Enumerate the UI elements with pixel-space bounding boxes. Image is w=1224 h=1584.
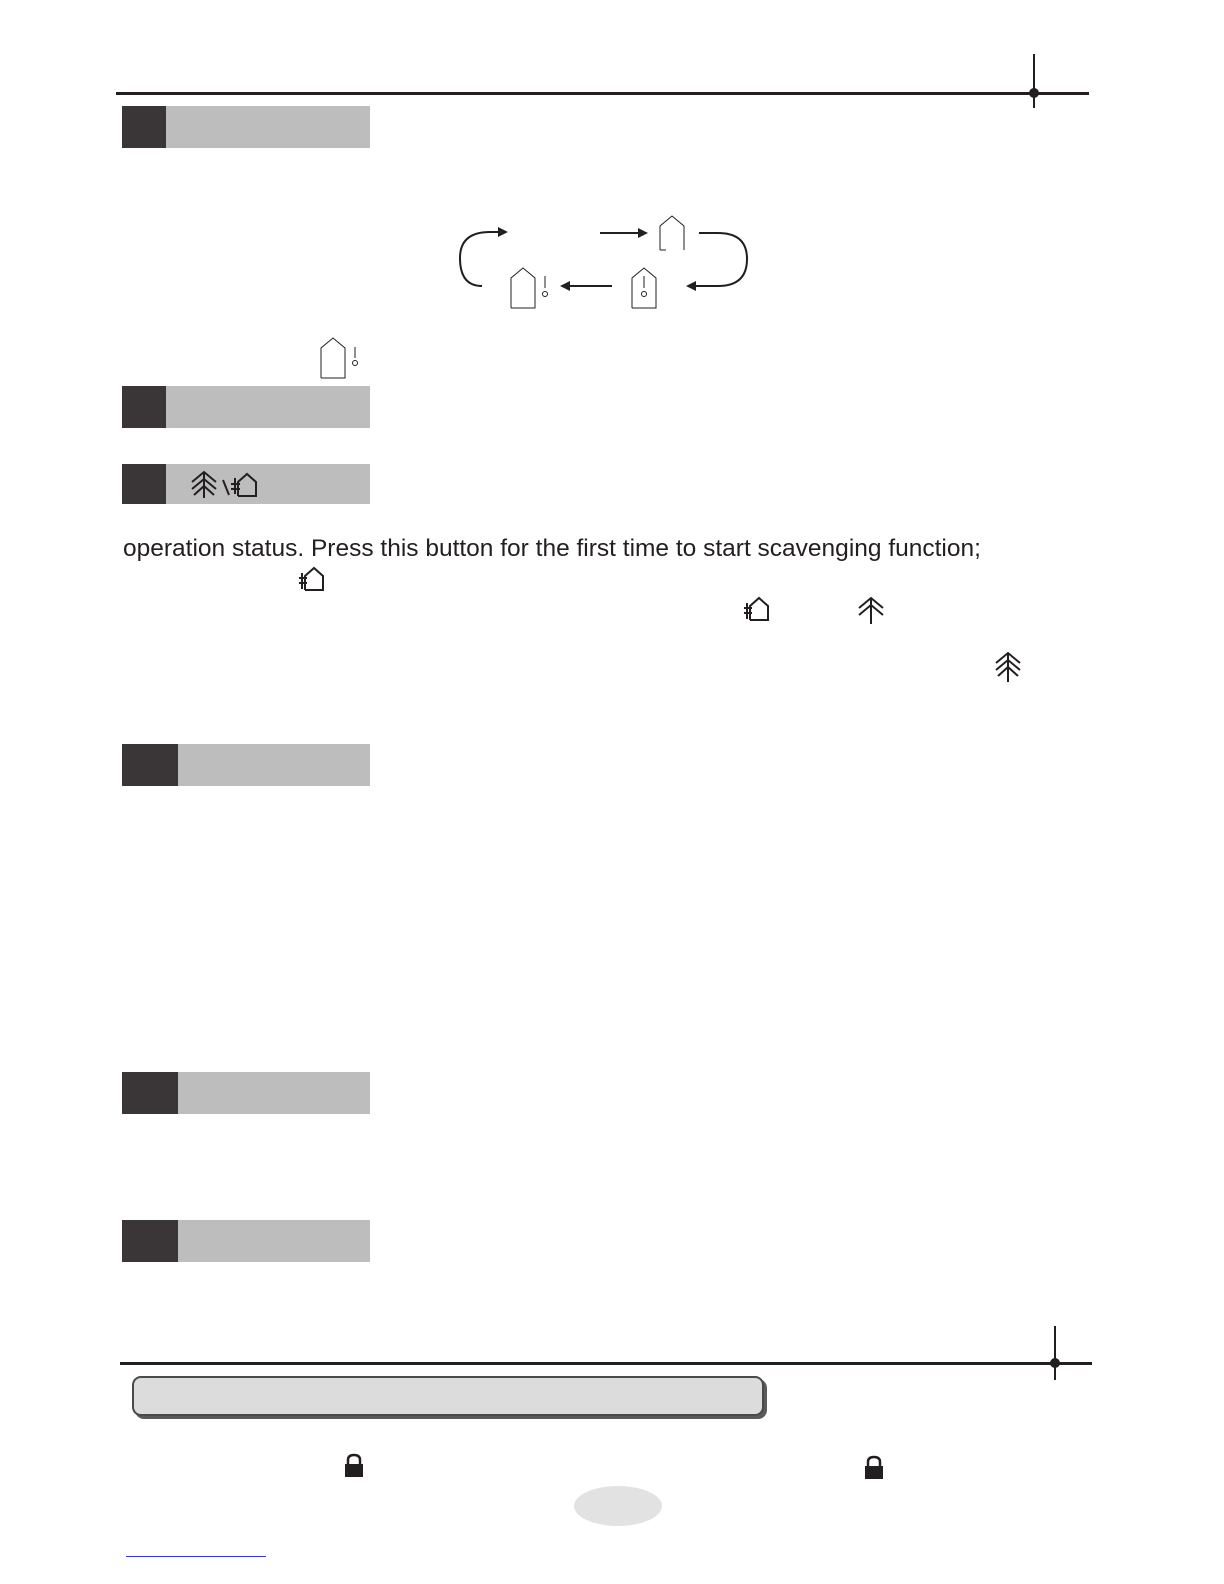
page-number-oval [574,1486,662,1526]
note-box [132,1376,764,1416]
crop-mark-bottom [1054,1326,1056,1380]
bottom-rule [120,1362,1092,1365]
section-header-2 [122,386,370,428]
tree-icon-inline-1 [854,592,888,626]
mode-cycle-diagram [0,0,1224,400]
section-header-5 [122,1072,370,1114]
slash-divider [223,480,229,495]
section-header-4-tab [122,744,178,786]
cycle-arrow-left [460,232,506,286]
section-header-6 [122,1220,370,1262]
section-header-2-tab [122,386,166,428]
house-single-bar-icon [632,268,656,308]
house-double-bar-icon [511,268,548,308]
crop-mark-bottom-dot [1050,1358,1060,1368]
section-header-6-tab [122,1220,178,1262]
scavenge-house-icon-inline-1 [297,562,331,596]
body-text-line-1: operation status. Press this button for the first time to start scavenging function; [123,535,981,562]
house-double-bar-icon-inline [321,338,358,378]
cycle-arrow-right [688,233,747,286]
scavenge-house-icon [231,474,256,496]
tree-icon-inline-2 [991,648,1025,684]
house-icon [660,216,684,250]
lock-icon [342,1453,366,1479]
tree-icon [192,472,216,498]
section-header-4 [122,744,370,786]
scavenge-house-icon-inline-2 [742,592,776,626]
link-underline[interactable] [126,1556,266,1557]
lock-icon [862,1455,886,1481]
section-header-3-tab [122,464,166,504]
section-header-3-icons [186,464,266,504]
section-header-5-tab [122,1072,178,1114]
